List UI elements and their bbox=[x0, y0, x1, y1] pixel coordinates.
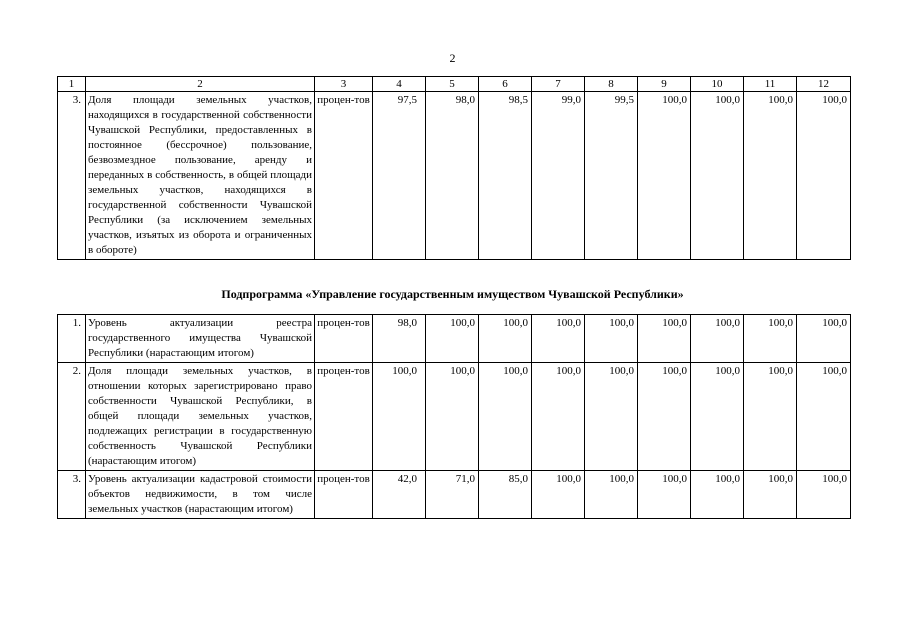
value-cell: 98,0 bbox=[426, 92, 479, 260]
indicator-description: Доля площади земельных участков, находящихся в государственной собственности Чувашской Республики, предоставленных в постоянное (бессрочное) пользование, безвозмездное пользование, аренду и переданных в собственность, в общей площади земельных участков, находящихся в государственной собственности Чувашской Республики (за исключением земельных участков, изъятых из оборота и ограниченных в обороте) bbox=[86, 92, 315, 260]
value-cell: 100,0 bbox=[638, 363, 691, 471]
column-number-cell: 8 bbox=[585, 77, 638, 92]
value-cell: 100,0 bbox=[797, 363, 851, 471]
column-number-cell: 3 bbox=[315, 77, 373, 92]
value-cell: 100,0 bbox=[638, 471, 691, 519]
table-row bbox=[58, 92, 851, 260]
value-cell: 100,0 bbox=[585, 363, 638, 471]
indicator-description: Доля площади земельных участков, в отношении которых зарегистрировано право собственности Чувашской Республики, в общей площади земельных участков, подлежащих регистрации в государственную собственность Чувашской Республики (нарастающим итогом) bbox=[86, 363, 315, 471]
row-number: 1. bbox=[58, 315, 86, 363]
column-number-cell: 11 bbox=[744, 77, 797, 92]
value-cell: 71,0 bbox=[426, 471, 479, 519]
indicators-table-top bbox=[57, 76, 851, 260]
value-cell: 98,5 bbox=[479, 92, 532, 260]
value-cell: 100,0 bbox=[797, 92, 851, 260]
value-cell: 100,0 bbox=[426, 363, 479, 471]
value-cell: 100,0 bbox=[691, 315, 744, 363]
indicator-description: Уровень актуализации кадастровой стоимости объектов недвижимости, в том числе земельных участков (нарастающим итогом) bbox=[86, 471, 315, 519]
unit-cell: процен-тов bbox=[315, 471, 373, 519]
value-cell: 98,0 bbox=[373, 315, 426, 363]
unit-cell: процен-тов bbox=[315, 315, 373, 363]
value-cell: 100,0 bbox=[373, 363, 426, 471]
page-number: 2 bbox=[449, 51, 456, 65]
value-cell: 100,0 bbox=[691, 471, 744, 519]
value-cell: 99,0 bbox=[532, 92, 585, 260]
column-number-cell: 7 bbox=[532, 77, 585, 92]
value-cell: 100,0 bbox=[744, 92, 797, 260]
column-number-cell: 10 bbox=[691, 77, 744, 92]
row-number: 3. bbox=[58, 92, 86, 260]
value-cell: 100,0 bbox=[532, 471, 585, 519]
column-number-row bbox=[58, 77, 851, 92]
row-number: 3. bbox=[58, 471, 86, 519]
value-cell: 100,0 bbox=[585, 315, 638, 363]
column-number-cell: 5 bbox=[426, 77, 479, 92]
indicator-description: Уровень актуализации реестра государственного имущества Чувашской Республики (нарастающим итогом) bbox=[86, 315, 315, 363]
value-cell: 100,0 bbox=[797, 315, 851, 363]
value-cell: 42,0 bbox=[373, 471, 426, 519]
column-number-cell: 4 bbox=[373, 77, 426, 92]
table-row bbox=[58, 363, 851, 471]
row-number: 2. bbox=[58, 363, 86, 471]
unit-cell: процен-тов bbox=[315, 92, 373, 260]
unit-cell: процен-тов bbox=[315, 363, 373, 471]
table-row bbox=[58, 315, 851, 363]
value-cell: 100,0 bbox=[744, 471, 797, 519]
value-cell: 100,0 bbox=[797, 471, 851, 519]
column-number-cell: 1 bbox=[58, 77, 86, 92]
column-number-cell: 6 bbox=[479, 77, 532, 92]
indicators-table-subprogram bbox=[57, 314, 851, 519]
column-number-cell: 2 bbox=[86, 77, 315, 92]
value-cell: 85,0 bbox=[479, 471, 532, 519]
value-cell: 100,0 bbox=[744, 363, 797, 471]
table-row bbox=[58, 471, 851, 519]
column-number-cell: 9 bbox=[638, 77, 691, 92]
value-cell: 100,0 bbox=[744, 315, 797, 363]
value-cell: 100,0 bbox=[532, 315, 585, 363]
value-cell: 100,0 bbox=[479, 363, 532, 471]
value-cell: 100,0 bbox=[691, 92, 744, 260]
value-cell: 100,0 bbox=[426, 315, 479, 363]
subprogram-title: Подпрограмма «Управление государственным имуществом Чувашской Республики» bbox=[221, 287, 684, 301]
value-cell: 100,0 bbox=[638, 315, 691, 363]
value-cell: 100,0 bbox=[532, 363, 585, 471]
value-cell: 100,0 bbox=[479, 315, 532, 363]
value-cell: 100,0 bbox=[638, 92, 691, 260]
value-cell: 97,5 bbox=[373, 92, 426, 260]
value-cell: 100,0 bbox=[585, 471, 638, 519]
value-cell: 100,0 bbox=[691, 363, 744, 471]
column-number-cell: 12 bbox=[797, 77, 851, 92]
value-cell: 99,5 bbox=[585, 92, 638, 260]
